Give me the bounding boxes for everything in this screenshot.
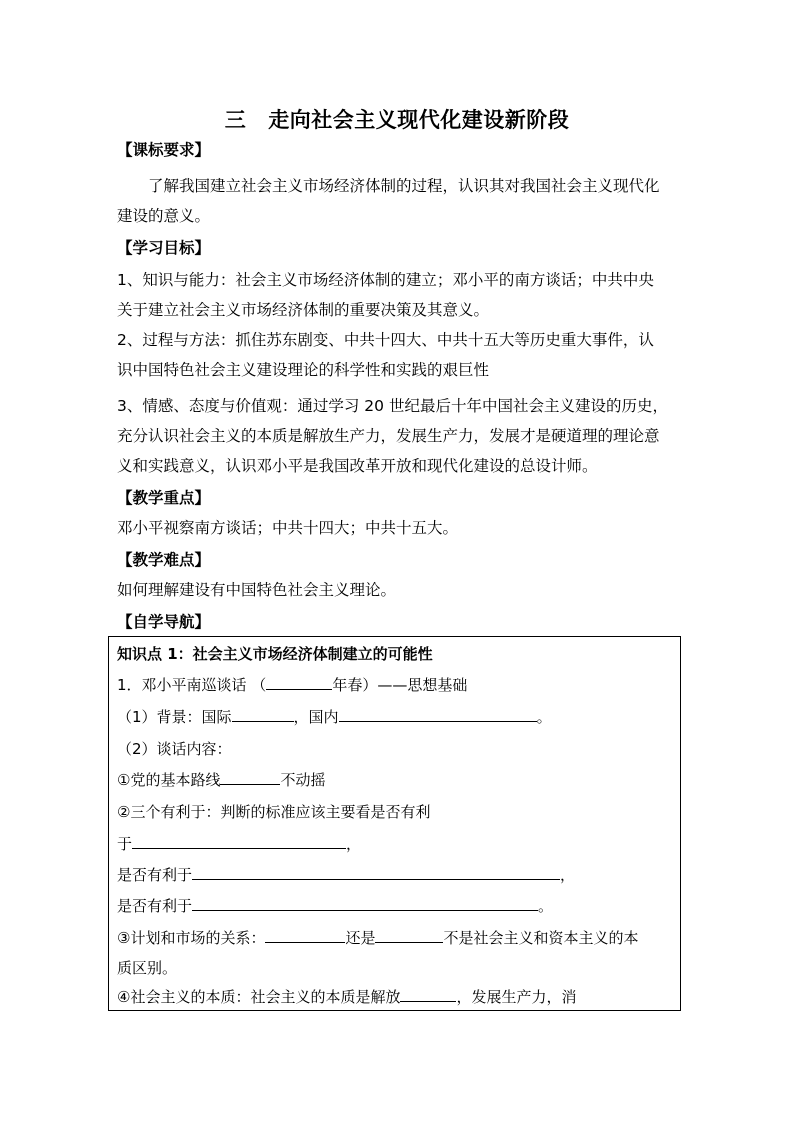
- title-text: 走向社会主义现代化建设新阶段: [268, 108, 570, 132]
- box-line-2: [117, 707, 552, 727]
- box-line-11-text-a: ④社会主义的本质：社会主义的本质是解放: [117, 988, 401, 1006]
- title-number: 三: [224, 108, 247, 132]
- box-line-1: [117, 675, 467, 695]
- key-points-text: 邓小平视察南方谈话；中共十四大；中共十五大。: [117, 519, 459, 537]
- fill-blank-benefit-3[interactable]: [192, 896, 538, 911]
- box-line-7: [117, 865, 575, 885]
- box-line-11-text-b: ，发展生产力，消: [456, 988, 577, 1006]
- box-line-2-text-b: ，国内: [293, 708, 339, 726]
- fill-blank-market[interactable]: [375, 928, 443, 943]
- box-line-1-text-a: 1．邓小平南巡谈话 （: [117, 676, 267, 694]
- box-line-9: [117, 928, 638, 948]
- goal-2-line-1: 2、过程与方法：抓住苏东剧变、中共十四大、中共十五大等历史重大事件，认: [117, 331, 654, 349]
- box-line-1-text-b: 年春）——思想基础: [332, 676, 468, 694]
- requirements-heading: 【课标要求】: [117, 141, 211, 159]
- box-line-9-text-c: 不是社会主义和资本主义的本: [443, 929, 639, 947]
- box-line-2-text-a: （1）背景：国际: [117, 708, 232, 726]
- goal-1-line-2: 关于建立社会主义市场经济体制的重要决策及其意义。: [117, 301, 490, 319]
- box-line-6-text-b: ，: [346, 835, 362, 853]
- goal-2-line-2: 识中国特色社会主义建设理论的科学性和实践的艰巨性: [117, 361, 490, 379]
- goal-1-line-1: 1、知识与能力：社会主义市场经济体制的建立；邓小平的南方谈话；中共中央: [117, 271, 654, 289]
- box-line-4: [117, 770, 325, 790]
- box-line-10: 质区别。: [117, 959, 178, 977]
- fill-blank-year[interactable]: [266, 675, 332, 690]
- box-line-6: [117, 834, 361, 854]
- box-line-8-text-a: 是否有利于: [117, 897, 193, 915]
- fill-blank-international[interactable]: [232, 707, 294, 722]
- box-line-7-text-b: ，: [560, 866, 576, 884]
- box-line-9-text-b: 还是: [345, 929, 376, 947]
- fill-blank-liberate[interactable]: [400, 987, 456, 1002]
- goals-heading: 【学习目标】: [117, 239, 211, 257]
- goal-3-line-2: 充分认识社会主义的本质是解放生产力，发展生产力，发展才是硬道理的理论意: [117, 427, 660, 445]
- key-points-heading: 【教学重点】: [117, 489, 211, 507]
- box-line-4-text-b: 不动摇: [280, 771, 326, 789]
- box-line-2-text-c: 。: [536, 708, 552, 726]
- goal-3-line-1: 3、情感、态度与价值观：通过学习 20 世纪最后十年中国社会主义建设的历史，: [117, 397, 668, 415]
- box-line-6-text-a: 于: [117, 835, 133, 853]
- fill-blank-plan[interactable]: [265, 928, 345, 943]
- difficulty-text: 如何理解建设有中国特色社会主义理论。: [117, 581, 397, 599]
- box-line-8: [117, 896, 553, 916]
- self-study-heading: 【自学导航】: [117, 613, 211, 631]
- page-title: [0, 104, 794, 134]
- fill-blank-benefit-2[interactable]: [192, 865, 560, 880]
- box-line-3: （2）谈话内容：: [117, 740, 232, 758]
- requirements-line-1: 了解我国建立社会主义市场经济体制的过程，认识其对我国社会主义现代化: [148, 177, 660, 195]
- fill-blank-domestic[interactable]: [339, 707, 537, 722]
- box-line-9-text-a: ③计划和市场的关系：: [117, 929, 266, 947]
- fill-blank-basic-line[interactable]: [220, 770, 280, 785]
- box-line-8-text-b: 。: [538, 897, 554, 915]
- box-line-5: ②三个有利于：判断的标准应该主要看是否有利: [117, 803, 431, 821]
- fill-blank-benefit-1[interactable]: [132, 834, 346, 849]
- box-line-7-text-a: 是否有利于: [117, 866, 193, 884]
- requirements-line-2: 建设的意义。: [117, 207, 211, 225]
- box-line-11: [117, 987, 576, 1007]
- self-study-box: [108, 636, 681, 1011]
- difficulty-heading: 【教学难点】: [117, 551, 211, 569]
- box-line-4-text-a: ①党的基本路线: [117, 771, 221, 789]
- knowledge-point-title: 知识点 1：社会主义市场经济体制建立的可能性: [117, 645, 433, 663]
- goal-3-line-3: 义和实践意义，认识邓小平是我国改革开放和现代化建设的总设计师。: [117, 457, 598, 475]
